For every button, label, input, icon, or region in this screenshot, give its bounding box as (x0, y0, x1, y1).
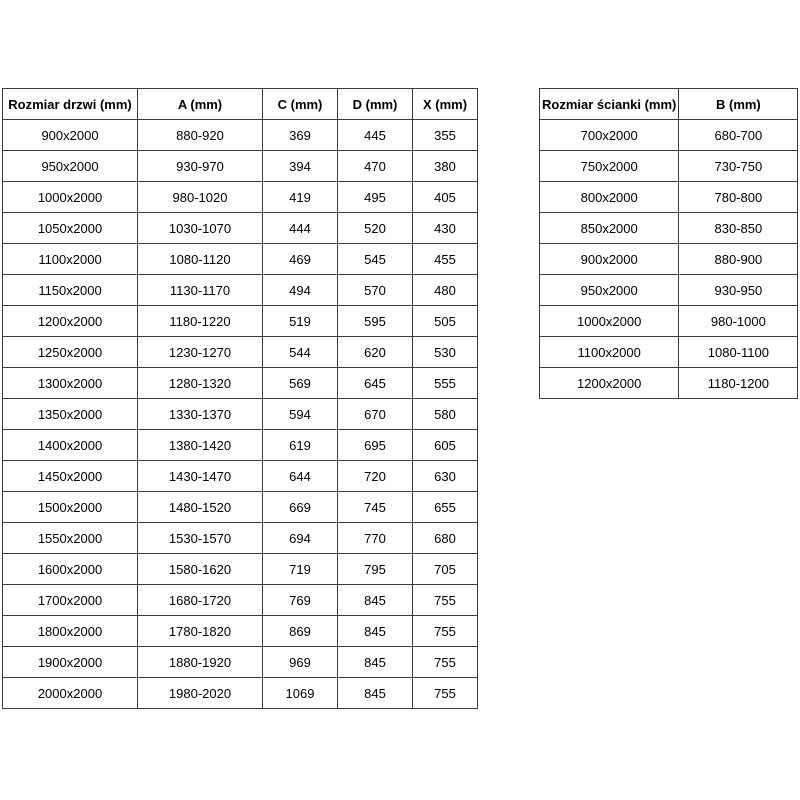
table-cell: 520 (338, 213, 413, 244)
table-cell: 680-700 (679, 120, 798, 151)
table-row (540, 275, 798, 306)
table-cell: 880-900 (679, 244, 798, 275)
table-cell: 1800x2000 (3, 616, 138, 647)
table-cell: 494 (263, 275, 338, 306)
table-row (540, 151, 798, 182)
table-cell: 519 (263, 306, 338, 337)
table-cell: 850x2000 (540, 213, 679, 244)
table-cell: 1530-1570 (138, 523, 263, 554)
table-row (3, 430, 478, 461)
table-cell: 800x2000 (540, 182, 679, 213)
table-cell: 1000x2000 (3, 182, 138, 213)
table-cell: 1980-2020 (138, 678, 263, 709)
column-header: A (mm) (138, 89, 263, 120)
table-cell: 1600x2000 (3, 554, 138, 585)
table-cell: 545 (338, 244, 413, 275)
table-row (3, 523, 478, 554)
table-cell: 1130-1170 (138, 275, 263, 306)
table-cell: 569 (263, 368, 338, 399)
door-sizes-table-body (3, 120, 478, 709)
table-row (3, 368, 478, 399)
table-cell: 770 (338, 523, 413, 554)
table-cell: 605 (413, 430, 478, 461)
table-cell: 1230-1270 (138, 337, 263, 368)
table-cell: 455 (413, 244, 478, 275)
door-sizes-table (2, 88, 478, 709)
table-row (3, 182, 478, 213)
table-cell: 695 (338, 430, 413, 461)
column-header: D (mm) (338, 89, 413, 120)
table-cell: 1780-1820 (138, 616, 263, 647)
table-cell: 1430-1470 (138, 461, 263, 492)
table-cell: 980-1000 (679, 306, 798, 337)
table-row (540, 182, 798, 213)
table-cell: 1680-1720 (138, 585, 263, 616)
table-cell: 1180-1200 (679, 368, 798, 399)
table-cell: 700x2000 (540, 120, 679, 151)
table-row (540, 337, 798, 368)
table-cell: 755 (413, 616, 478, 647)
table-row (3, 554, 478, 585)
table-cell: 555 (413, 368, 478, 399)
table-cell: 880-920 (138, 120, 263, 151)
table-cell: 930-950 (679, 275, 798, 306)
table-cell: 950x2000 (3, 151, 138, 182)
column-header: Rozmiar ścianki (mm) (540, 89, 679, 120)
table-cell: 1380-1420 (138, 430, 263, 461)
table-cell: 1480-1520 (138, 492, 263, 523)
table-cell: 1900x2000 (3, 647, 138, 678)
table-cell: 780-800 (679, 182, 798, 213)
table-cell: 930-970 (138, 151, 263, 182)
table-cell: 720 (338, 461, 413, 492)
table-cell: 1550x2000 (3, 523, 138, 554)
table-cell: 1080-1120 (138, 244, 263, 275)
table-row (3, 461, 478, 492)
table-row (3, 306, 478, 337)
table-cell: 1100x2000 (3, 244, 138, 275)
table-cell: 900x2000 (540, 244, 679, 275)
header-row (3, 89, 478, 120)
table-cell: 694 (263, 523, 338, 554)
table-cell: 470 (338, 151, 413, 182)
table-cell: 1450x2000 (3, 461, 138, 492)
table-cell: 755 (413, 647, 478, 678)
table-cell: 1700x2000 (3, 585, 138, 616)
table-cell: 1100x2000 (540, 337, 679, 368)
table-row (3, 151, 478, 182)
wall-sizes-table (539, 88, 798, 399)
table-row (3, 244, 478, 275)
table-cell: 630 (413, 461, 478, 492)
table-cell: 669 (263, 492, 338, 523)
table-row (540, 306, 798, 337)
table-row (3, 399, 478, 430)
table-cell: 900x2000 (3, 120, 138, 151)
table-cell: 1250x2000 (3, 337, 138, 368)
table-row (3, 337, 478, 368)
column-header: Rozmiar drzwi (mm) (3, 89, 138, 120)
table-cell: 705 (413, 554, 478, 585)
table-cell: 769 (263, 585, 338, 616)
table-cell: 2000x2000 (3, 678, 138, 709)
table-cell: 869 (263, 616, 338, 647)
table-cell: 444 (263, 213, 338, 244)
wall-sizes-table-body (540, 120, 798, 399)
table-cell: 480 (413, 275, 478, 306)
table-row (3, 275, 478, 306)
table-cell: 530 (413, 337, 478, 368)
table-row (3, 647, 478, 678)
table-cell: 1180-1220 (138, 306, 263, 337)
table-cell: 469 (263, 244, 338, 275)
table-cell: 419 (263, 182, 338, 213)
table-cell: 645 (338, 368, 413, 399)
table-cell: 394 (263, 151, 338, 182)
table-cell: 1330-1370 (138, 399, 263, 430)
table-cell: 644 (263, 461, 338, 492)
header-row (540, 89, 798, 120)
table-row (540, 244, 798, 275)
table-cell: 1400x2000 (3, 430, 138, 461)
table-cell: 1000x2000 (540, 306, 679, 337)
table-row (540, 213, 798, 244)
table-cell: 544 (263, 337, 338, 368)
table-cell: 445 (338, 120, 413, 151)
table-cell: 980-1020 (138, 182, 263, 213)
table-cell: 495 (338, 182, 413, 213)
table-cell: 620 (338, 337, 413, 368)
table-cell: 1030-1070 (138, 213, 263, 244)
table-cell: 430 (413, 213, 478, 244)
column-header: C (mm) (263, 89, 338, 120)
table-row (3, 616, 478, 647)
table-cell: 369 (263, 120, 338, 151)
table-cell: 405 (413, 182, 478, 213)
table-cell: 594 (263, 399, 338, 430)
table-cell: 1280-1320 (138, 368, 263, 399)
table-cell: 845 (338, 647, 413, 678)
table-cell: 1880-1920 (138, 647, 263, 678)
table-cell: 1580-1620 (138, 554, 263, 585)
table-cell: 845 (338, 585, 413, 616)
table-cell: 750x2000 (540, 151, 679, 182)
table-cell: 619 (263, 430, 338, 461)
table-cell: 1080-1100 (679, 337, 798, 368)
table-cell: 719 (263, 554, 338, 585)
table-cell: 1150x2000 (3, 275, 138, 306)
table-cell: 755 (413, 678, 478, 709)
wall-sizes-table-header (540, 89, 798, 120)
table-cell: 595 (338, 306, 413, 337)
table-cell: 1350x2000 (3, 399, 138, 430)
table-cell: 670 (338, 399, 413, 430)
table-cell: 745 (338, 492, 413, 523)
table-cell: 505 (413, 306, 478, 337)
door-sizes-table-header (3, 89, 478, 120)
table-cell: 355 (413, 120, 478, 151)
table-row (3, 492, 478, 523)
table-cell: 570 (338, 275, 413, 306)
table-cell: 1300x2000 (3, 368, 138, 399)
table-row (540, 120, 798, 151)
table-cell: 795 (338, 554, 413, 585)
table-cell: 1500x2000 (3, 492, 138, 523)
column-header: X (mm) (413, 89, 478, 120)
table-cell: 845 (338, 678, 413, 709)
table-cell: 845 (338, 616, 413, 647)
table-cell: 680 (413, 523, 478, 554)
table-row (3, 678, 478, 709)
table-cell: 830-850 (679, 213, 798, 244)
table-cell: 969 (263, 647, 338, 678)
table-cell: 1200x2000 (540, 368, 679, 399)
table-row (3, 213, 478, 244)
table-cell: 730-750 (679, 151, 798, 182)
table-cell: 950x2000 (540, 275, 679, 306)
table-row (540, 368, 798, 399)
table-cell: 1200x2000 (3, 306, 138, 337)
table-cell: 380 (413, 151, 478, 182)
table-cell: 1050x2000 (3, 213, 138, 244)
table-row (3, 120, 478, 151)
table-cell: 755 (413, 585, 478, 616)
table-cell: 1069 (263, 678, 338, 709)
column-header: B (mm) (679, 89, 798, 120)
table-row (3, 585, 478, 616)
table-cell: 655 (413, 492, 478, 523)
table-cell: 580 (413, 399, 478, 430)
